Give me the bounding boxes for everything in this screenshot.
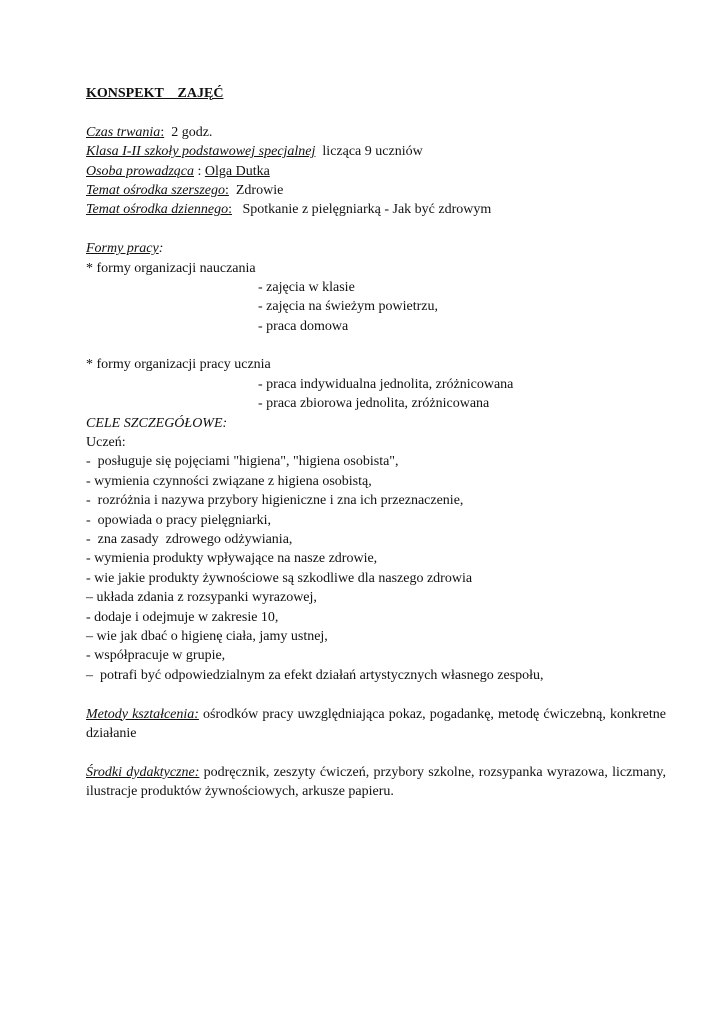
czas-trwania-row — [86, 123, 666, 142]
spacer — [86, 685, 666, 704]
osoba-label: Osoba prowadząca — [86, 163, 194, 179]
formy-pracy-label: Formy pracy — [86, 241, 159, 257]
temat-szerszy-value: Zdrowie — [228, 182, 284, 198]
czas-trwania-label: Czas trwania — [86, 124, 161, 140]
list-item: - zajęcia na świeżym powietrzu, — [258, 299, 438, 315]
spacer — [86, 103, 666, 122]
temat-dzienny-value: Spotkanie z pielęgniarką - Jak być zdrowym — [231, 202, 492, 218]
cele-item: - wymienia czynności związane z higiena osobistą, — [86, 473, 372, 489]
formy-nauczania-heading: * formy organizacji nauczania — [86, 260, 256, 276]
cele-item: - wymienia produkty wpływające na nasze zdrowie, — [86, 551, 378, 567]
klasa-label: Klasa I-II szkoły podstawowej specjalnej — [86, 144, 316, 160]
formy-ucznia-heading: * formy organizacji pracy ucznia — [86, 357, 271, 373]
spacer — [86, 220, 666, 239]
osoba-value: Olga Dutka — [204, 163, 270, 179]
metody-paragraph — [86, 705, 666, 744]
spacer — [86, 336, 666, 355]
list-item: - praca indywidualna jednolita, zróżnicowana — [258, 376, 514, 392]
temat-dzienny-row — [86, 200, 666, 219]
cele-item: - współpracuje w grupie, — [86, 648, 226, 664]
temat-dzienny-sep: : — [228, 202, 232, 218]
list-item: - praca zbiorowa jednolita, zróżnicowana — [258, 396, 490, 412]
metody-text: ośrodków pracy uwzględniająca pokaz, pogadankę, metodę ćwiczebną, konkretne działanie — [86, 706, 666, 741]
temat-dzienny-label: Temat ośrodka dziennego — [86, 202, 229, 218]
temat-szerszy-sep: : — [224, 182, 229, 198]
cele-item: - zna zasady zdrowego odżywiania, — [86, 531, 293, 547]
metody-label: Metody kształcenia: — [86, 706, 199, 722]
czas-trwania-value: 2 godz. — [164, 124, 213, 140]
cele-intro: Uczeń: — [86, 435, 126, 451]
cele-item: - wie jakie produkty żywnościowe są szkodliwe dla naszego zdrowia — [86, 570, 473, 586]
klasa-row — [86, 142, 666, 161]
cele-item: - dodaje i odejmuje w zakresie 10, — [86, 609, 279, 625]
cele-item: – wie jak dbać o higienę ciała, jamy ustnej, — [86, 628, 328, 644]
formy-pracy-sep: : — [158, 241, 164, 257]
klasa-value: licząca 9 uczniów — [315, 144, 423, 160]
cele-item: – potrafi być odpowiedzialnym za efekt działań artystycznych własnego zespołu, — [86, 667, 544, 683]
cele-item: - opowiada o pracy pielęgniarki, — [86, 512, 272, 528]
osoba-sep: : — [194, 163, 205, 179]
temat-szerszy-row — [86, 181, 666, 200]
document-page — [86, 84, 666, 802]
cele-item: - posługuje się pojęciami "higiena", "higiena osobista", — [86, 454, 399, 470]
srodki-text: podręcznik, zeszyty ćwiczeń, przybory szkolne, rozsypanka wyrazowa, liczmany, ilustracje produktów żywnościowych, arkusze papieru. — [86, 764, 666, 800]
formy-pracy-heading — [86, 239, 666, 258]
srodki-label: Środki dydaktyczne: — [86, 764, 200, 780]
spacer — [86, 743, 666, 762]
temat-szerszy-label: Temat ośrodka szerszego — [86, 182, 225, 198]
czas-trwania-sep: : — [160, 124, 165, 140]
osoba-row — [86, 162, 666, 181]
document-title: KONSPEKT ZAJĘĆ — [86, 86, 224, 101]
cele-item: - rozróżnia i nazywa przybory higieniczne i zna ich przeznaczenie, — [86, 493, 464, 509]
cele-heading: CELE SZCZEGÓŁOWE: — [86, 415, 228, 431]
cele-item: – układa zdania z rozsypanki wyrazowej, — [86, 590, 317, 606]
list-item: - zajęcia w klasie — [258, 279, 355, 295]
list-item: - praca domowa — [258, 318, 349, 334]
srodki-paragraph — [86, 763, 666, 802]
